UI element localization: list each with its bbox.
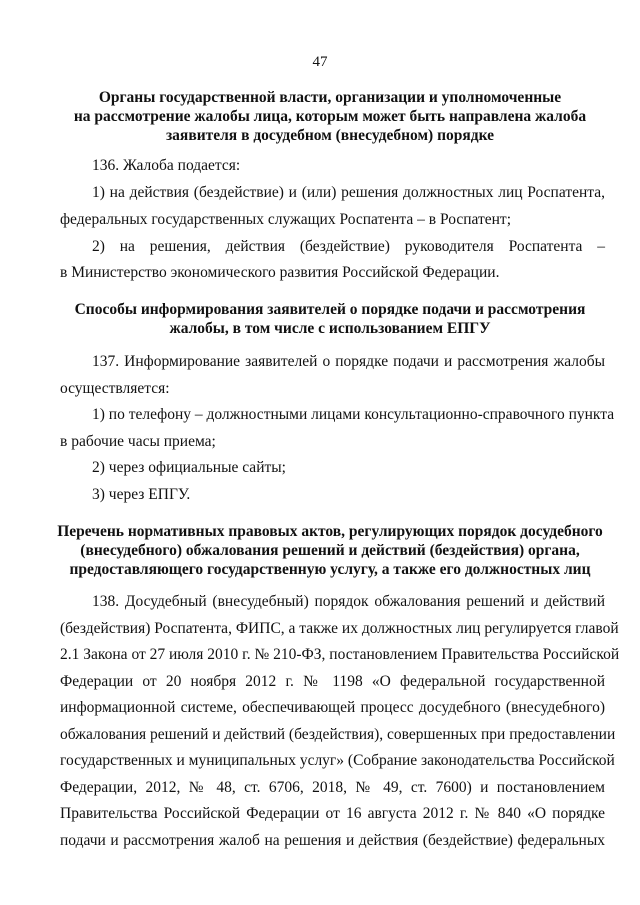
paragraph-line: обжалования решений и действий (бездействия), совершенных при предоставлении bbox=[60, 726, 616, 743]
paragraph-line: осуществляется: bbox=[60, 380, 170, 397]
heading-line: (внесудебного) обжалования решений и действий (бездействия) органа, bbox=[80, 542, 580, 559]
paragraph-136: 136. Жалоба подается: bbox=[92, 157, 241, 174]
paragraph-line: 2.1 Закона от 27 июля 2010 г. № 210-ФЗ, постановлением Правительства Российской bbox=[60, 646, 620, 663]
paragraph-137: 137. Информирование заявителей о порядке подачи и рассмотрения жалобы bbox=[92, 353, 605, 370]
heading-line: заявителя в досудебном (внесудебном) порядке bbox=[165, 127, 495, 144]
paragraph-line: в Министерство экономического развития Российской Федерации. bbox=[60, 264, 500, 281]
paragraph-line: 1) на действия (бездействие) и (или) решения должностных лиц Роспатента, bbox=[92, 184, 605, 201]
paragraph-line: Федерации от 20 ноября 2012 г. № 1198 «О федеральной государственной bbox=[60, 673, 605, 690]
paragraph-line: 2) на решения, действия (бездействие) руководителя Роспатента – bbox=[92, 238, 605, 255]
paragraph-line: подачи и рассмотрения жалоб на решения и действия (бездействие) федеральных bbox=[60, 832, 605, 849]
section-heading-informing-methods bbox=[50, 300, 610, 338]
paragraph-line: 2) через официальные сайты; bbox=[92, 459, 286, 476]
heading-line: Способы информирования заявителей о порядке подачи и рассмотрения bbox=[74, 301, 586, 318]
paragraph-138: 138. Досудебный (внесудебный) порядок обжалования решений и действий bbox=[92, 593, 605, 610]
page-number: 47 bbox=[312, 54, 328, 70]
paragraph-line: 3) через ЕПГУ. bbox=[92, 486, 191, 503]
heading-line: Органы государственной власти, организации и уполномоченные bbox=[98, 89, 562, 106]
section-heading-legal-acts bbox=[50, 522, 610, 579]
paragraph-line: в рабочие часы приема; bbox=[60, 433, 216, 450]
paragraph-line: государственных и муниципальных услуг» (Собрание законодательства Российской bbox=[60, 752, 615, 769]
paragraph-line: информационной системе, обеспечивающей процесс досудебного (внесудебного) bbox=[60, 699, 605, 716]
paragraph-line: Федерации, 2012, № 48, ст. 6706, 2018, № 49, ст. 7600) и постановлением bbox=[60, 779, 605, 796]
heading-line: предоставляющего государственную услугу, а также его должностных лиц bbox=[69, 561, 591, 578]
heading-line: на рассмотрение жалобы лица, которым может быть направлена жалоба bbox=[73, 108, 587, 125]
heading-line: Перечень нормативных правовых актов, регулирующих порядок досудебного bbox=[57, 523, 603, 540]
paragraph-line: (бездействия) Роспатента, ФИПС, а также их должностных лиц регулируется главой bbox=[60, 620, 619, 637]
heading-line: жалобы, в том числе с использованием ЕПГУ bbox=[169, 320, 491, 337]
paragraph-line: федеральных государственных служащих Роспатента – в Роспатент; bbox=[60, 211, 512, 228]
section-heading-appeal-bodies bbox=[50, 88, 610, 145]
paragraph-line: 1) по телефону – должностными лицами консультационно-справочного пункта bbox=[92, 406, 615, 423]
paragraph-line: Правительства Российской Федерации от 16 августа 2012 г. № 840 «О порядке bbox=[60, 805, 605, 822]
